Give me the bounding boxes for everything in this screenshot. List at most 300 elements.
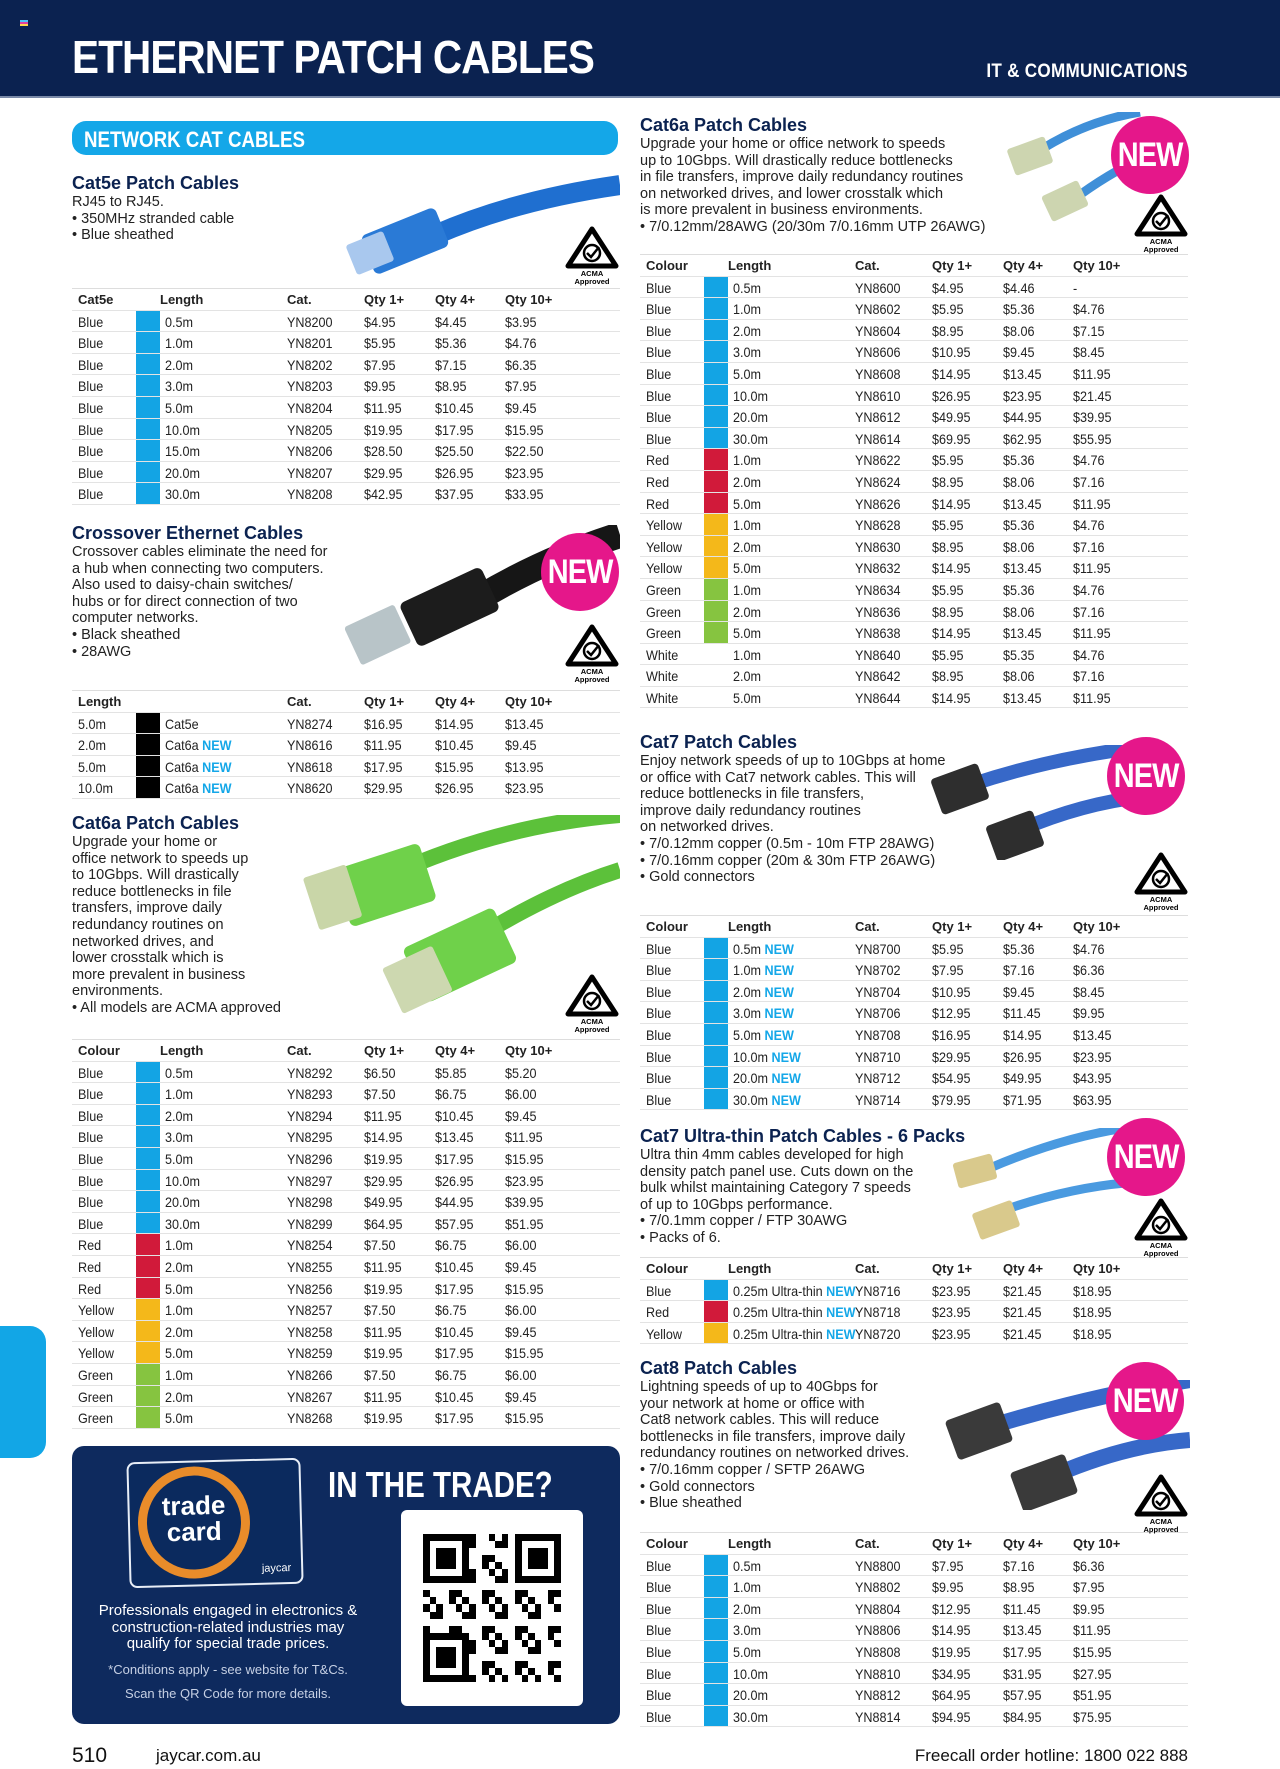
cell-price-qty4: $17.95 xyxy=(435,1345,474,1362)
colour-swatch xyxy=(136,483,160,504)
colour-swatch xyxy=(136,1083,160,1104)
cell-price-qty10: $4.76 xyxy=(505,335,537,352)
colour-swatch xyxy=(704,1576,728,1597)
cell-colour: Blue xyxy=(78,378,104,395)
cell-cat-number: YN8708 xyxy=(855,1026,901,1043)
cell-price-qty10: $15.95 xyxy=(505,421,544,438)
cell-colour: Yellow xyxy=(78,1323,114,1340)
new-tag: NEW xyxy=(764,1005,794,1022)
table-row[interactable] xyxy=(72,1105,620,1127)
table-row[interactable] xyxy=(72,1170,620,1192)
colour-swatch xyxy=(704,1641,728,1662)
table-row[interactable] xyxy=(72,1299,620,1321)
colour-swatch xyxy=(704,557,728,578)
cell-cat-number: YN8720 xyxy=(855,1325,901,1342)
cell-length: 5.0m xyxy=(733,625,762,642)
cell-price-qty1: $7.95 xyxy=(932,962,964,979)
description-line: Also used to daisy-chain switches/ xyxy=(72,577,293,594)
table-row[interactable] xyxy=(640,1024,1188,1046)
table-row[interactable] xyxy=(640,1576,1188,1598)
cell-price-qty1: $14.95 xyxy=(932,560,971,577)
cell-price-qty4: $5.36 xyxy=(1003,940,1035,957)
cell-length: 2.0m NEW xyxy=(733,983,794,1000)
cell-cat-number: YN8606 xyxy=(855,344,901,361)
cell-colour: Blue xyxy=(78,399,104,416)
cell-cat-number: YN8254 xyxy=(287,1237,333,1254)
description-line: on networked drives, and lower crosstalk which xyxy=(640,185,944,202)
description-line: transfers, improve daily xyxy=(72,900,222,917)
table-row[interactable] xyxy=(640,1067,1188,1089)
cell-colour: Red xyxy=(646,452,670,469)
table-row[interactable] xyxy=(640,687,1188,709)
description-line: • 7/0.16mm copper (20m & 30m FTP 26AWG) xyxy=(640,852,936,869)
cell-length: 0.5m xyxy=(733,279,762,296)
cell-price-qty10: $63.95 xyxy=(1073,1091,1112,1108)
table-row[interactable] xyxy=(640,622,1188,644)
product-title: Cat5e Patch Cables xyxy=(72,173,240,193)
cell-price-qty10: $4.76 xyxy=(1073,940,1105,957)
table-row[interactable] xyxy=(72,1364,620,1386)
cell-colour: Green xyxy=(646,603,682,620)
cell-length: 1.0m xyxy=(165,1237,194,1254)
table-row[interactable] xyxy=(72,1321,620,1343)
cell-cat-number: YN8810 xyxy=(855,1665,901,1682)
cell-cat-number: YN8204 xyxy=(287,399,333,416)
cell-length: 2.0m xyxy=(165,1323,194,1340)
column-header: Qty 4+ xyxy=(1003,1536,1044,1551)
section-label: IT & COMMUNICATIONS xyxy=(986,61,1188,82)
table-row[interactable] xyxy=(640,959,1188,981)
trade-card-image: trade card jaycar xyxy=(126,1458,303,1589)
cell-price-qty10: $55.95 xyxy=(1073,430,1112,447)
table-row[interactable] xyxy=(72,1386,620,1408)
description-line: improve daily redundancy routines xyxy=(640,802,861,819)
cell-cat-number: YN8292 xyxy=(287,1064,333,1081)
cell-price-qty4: $9.45 xyxy=(1003,983,1035,1000)
cell-price-qty4: $5.36 xyxy=(1003,452,1035,469)
table-row[interactable] xyxy=(640,981,1188,1003)
column-header: Qty 10+ xyxy=(1073,1261,1121,1276)
colour-swatch xyxy=(704,579,728,600)
cell-length: 10.0m xyxy=(165,421,201,438)
column-header: Colour xyxy=(646,1536,688,1551)
cell-length: 5.0m xyxy=(165,1410,194,1427)
column-header: Length xyxy=(160,1043,204,1058)
column-header: Qty 1+ xyxy=(932,1261,973,1276)
cell-colour: Yellow xyxy=(646,560,682,577)
qr-code-icon xyxy=(423,1534,561,1682)
column-header: Length xyxy=(78,694,122,709)
cell-length: 1.0m xyxy=(733,1579,762,1596)
table-row[interactable] xyxy=(72,713,620,735)
cell-price-qty10: $4.76 xyxy=(1073,301,1105,318)
cell-price-qty1: $11.95 xyxy=(364,1323,402,1340)
acma-approved-icon: ACMA Approved xyxy=(564,974,620,1030)
cell-length: 30.0m NEW xyxy=(733,1091,801,1108)
table-row[interactable] xyxy=(640,449,1188,471)
description-line: of up to 10Gbps performance. xyxy=(640,1196,833,1213)
new-tag: NEW xyxy=(771,1070,801,1087)
cell-cat-number: YN8268 xyxy=(287,1410,333,1427)
cell-price-qty1: $19.95 xyxy=(364,421,403,438)
table-row[interactable] xyxy=(640,1301,1188,1323)
cell-price-qty10: $8.45 xyxy=(1073,983,1105,1000)
description-line: density patch panel use. Cuts down on the xyxy=(640,1163,914,1180)
cell-price-qty10: $7.95 xyxy=(505,378,537,395)
column-header: Cat5e xyxy=(78,292,114,307)
description-line: or office with Cat7 network cables. This will xyxy=(640,769,916,786)
product-crossover xyxy=(72,523,328,660)
table-row[interactable] xyxy=(640,557,1188,579)
cell-price-qty4: $26.95 xyxy=(1003,1048,1042,1065)
cell-price-qty4: $5.35 xyxy=(1003,646,1035,663)
colour-swatch xyxy=(136,734,160,755)
table-row[interactable] xyxy=(72,311,620,333)
cell-price-qty4: $7.16 xyxy=(1003,962,1035,979)
cell-colour: Yellow xyxy=(78,1345,114,1362)
table-row[interactable] xyxy=(72,1234,620,1256)
cell-price-qty4: $8.06 xyxy=(1003,473,1035,490)
colour-swatch xyxy=(704,341,728,362)
cell-price-qty10: $8.45 xyxy=(1073,344,1105,361)
table-row[interactable] xyxy=(72,1148,620,1170)
table-row[interactable] xyxy=(640,320,1188,342)
colour-swatch xyxy=(704,622,728,643)
table-row[interactable] xyxy=(640,1684,1188,1706)
cell-price-qty1: $29.95 xyxy=(364,780,403,797)
cell-type: Cat5e xyxy=(165,715,199,732)
table-row[interactable] xyxy=(72,397,620,419)
table-row[interactable] xyxy=(72,419,620,441)
cell-price-qty10: $7.15 xyxy=(1073,322,1105,339)
column-header: Cat. xyxy=(287,1043,312,1058)
cell-cat-number: YN8800 xyxy=(855,1557,901,1574)
table-row[interactable] xyxy=(640,1089,1188,1111)
table-row[interactable] xyxy=(72,483,620,505)
table-row[interactable] xyxy=(640,1598,1188,1620)
product-title: Cat7 Ultra-thin Patch Cables - 6 Packs xyxy=(640,1126,966,1146)
cell-price-qty4: $6.75 xyxy=(435,1366,467,1383)
table-row[interactable] xyxy=(72,1083,620,1105)
table-row[interactable] xyxy=(640,1641,1188,1663)
column-header: Colour xyxy=(646,919,688,934)
colour-swatch xyxy=(136,777,160,798)
cell-cat-number: YN8259 xyxy=(287,1345,333,1362)
table-row[interactable] xyxy=(640,1619,1188,1641)
table-row[interactable] xyxy=(72,1213,620,1235)
cell-price-qty10: $15.95 xyxy=(505,1280,544,1297)
cell-price-qty1: $11.95 xyxy=(364,1388,402,1405)
cell-price-qty1: $10.95 xyxy=(932,344,971,361)
cell-price-qty4: $17.95 xyxy=(1003,1643,1042,1660)
colour-swatch xyxy=(704,1067,728,1088)
cell-length: 0.5m xyxy=(165,1064,194,1081)
table-row[interactable] xyxy=(72,1191,620,1213)
description-line: • All models are ACMA approved xyxy=(72,999,281,1016)
cell-cat-number: YN8258 xyxy=(287,1323,333,1340)
cell-price-qty10: $4.76 xyxy=(1073,517,1105,534)
new-tag: NEW xyxy=(202,780,232,797)
table-row[interactable] xyxy=(640,644,1188,666)
cell-length: 2.0m xyxy=(733,538,762,555)
table-row[interactable] xyxy=(72,1407,620,1429)
cell-length: 5.0m xyxy=(78,758,107,775)
cell-length: 30.0m xyxy=(165,1215,201,1232)
cell-length: 20.0m xyxy=(165,1194,201,1211)
cell-price-qty1: $11.95 xyxy=(364,1258,402,1275)
table-row[interactable] xyxy=(640,406,1188,428)
column-header: Colour xyxy=(78,1043,120,1058)
table-row[interactable] xyxy=(72,734,620,756)
cell-cat-number: YN8636 xyxy=(855,603,901,620)
qr-code[interactable] xyxy=(401,1510,583,1706)
cell-cat-number: YN8200 xyxy=(287,313,333,330)
column-header: Qty 1+ xyxy=(932,1536,973,1551)
cell-price-qty1: $14.95 xyxy=(932,625,971,642)
cell-price-qty4: $26.95 xyxy=(435,1172,474,1189)
table-row[interactable] xyxy=(640,277,1188,299)
table-row[interactable] xyxy=(640,341,1188,363)
cell-price-qty4: $37.95 xyxy=(435,486,474,503)
product-cat8 xyxy=(640,1358,909,1512)
cat7-ultrathin-price-table xyxy=(640,1257,1188,1344)
new-badge: NEW xyxy=(1106,1362,1184,1440)
cell-colour: Red xyxy=(78,1258,102,1275)
cell-price-qty4: $17.95 xyxy=(435,421,474,438)
table-row[interactable] xyxy=(72,1062,620,1084)
column-header: Length xyxy=(728,919,772,934)
cell-cat-number: YN8628 xyxy=(855,517,901,534)
colour-swatch xyxy=(136,1278,160,1299)
table-row[interactable] xyxy=(72,462,620,484)
trade-promo-box xyxy=(72,1446,620,1724)
section-side-tab[interactable] xyxy=(0,1326,46,1458)
cell-colour: Blue xyxy=(78,335,104,352)
cell-colour: Blue xyxy=(646,1600,672,1617)
colour-swatch xyxy=(704,1280,728,1301)
table-row[interactable] xyxy=(640,938,1188,960)
cell-colour: Blue xyxy=(646,983,672,1000)
cell-length: 0.25m Ultra-thin NEW xyxy=(733,1304,856,1321)
cell-price-qty10: $51.95 xyxy=(505,1215,544,1232)
cell-cat-number: YN8267 xyxy=(287,1388,333,1405)
cell-length: 2.0m xyxy=(165,356,194,373)
cell-cat-number: YN8614 xyxy=(855,430,901,447)
colour-swatch xyxy=(704,277,728,298)
cell-price-qty4: $13.45 xyxy=(1003,560,1042,577)
table-header xyxy=(640,255,1188,277)
table-row[interactable] xyxy=(72,332,620,354)
cell-cat-number: YN8814 xyxy=(855,1708,901,1725)
new-tag: NEW xyxy=(826,1325,856,1342)
table-row[interactable] xyxy=(640,1663,1188,1685)
trade-description: Professionals engaged in electronics & construction-related industries may qualify for special trade prices. xyxy=(98,1602,358,1652)
cell-price-qty4: $17.95 xyxy=(435,1150,474,1167)
colour-swatch xyxy=(704,665,728,686)
cell-price-qty10: $6.00 xyxy=(505,1366,537,1383)
cell-price-qty10: $23.95 xyxy=(1073,1048,1112,1065)
cell-cat-number: YN8632 xyxy=(855,560,901,577)
cell-length: 1.0m xyxy=(733,452,762,469)
cell-cat-number: YN8644 xyxy=(855,689,901,706)
cell-price-qty10: $15.95 xyxy=(1073,1643,1112,1660)
table-row[interactable] xyxy=(640,665,1188,687)
website-link[interactable]: jaycar.com.au xyxy=(156,1746,261,1765)
acma-approved-icon: ACMA Approved xyxy=(1133,852,1189,908)
column-header: Qty 4+ xyxy=(435,292,476,307)
cell-cat-number: YN8620 xyxy=(287,780,333,797)
description-line: • Packs of 6. xyxy=(640,1229,721,1246)
acma-approved-icon: ACMA Approved xyxy=(564,226,620,282)
new-badge: NEW xyxy=(541,533,619,611)
column-header: Qty 1+ xyxy=(364,1043,405,1058)
cell-price-qty4: $5.36 xyxy=(1003,581,1035,598)
cell-price-qty1: $5.95 xyxy=(932,646,964,663)
cell-cat-number: YN8702 xyxy=(855,962,901,979)
colour-swatch xyxy=(136,419,160,440)
product-cat7-ultrathin xyxy=(640,1126,965,1247)
table-row[interactable] xyxy=(640,601,1188,623)
table-row[interactable] xyxy=(640,298,1188,320)
cell-price-qty4: $84.95 xyxy=(1003,1708,1042,1725)
cell-price-qty10: $39.95 xyxy=(1073,409,1112,426)
cell-length: 3.0m xyxy=(733,1622,762,1639)
cell-price-qty4: $44.95 xyxy=(1003,409,1042,426)
colour-swatch xyxy=(704,1089,728,1110)
cell-price-qty1: $19.95 xyxy=(364,1280,403,1297)
colour-swatch xyxy=(704,471,728,492)
table-row[interactable] xyxy=(72,756,620,778)
table-row[interactable] xyxy=(72,440,620,462)
cell-price-qty1: $4.95 xyxy=(932,279,964,296)
cell-cat-number: YN8600 xyxy=(855,279,901,296)
cell-price-qty1: $14.95 xyxy=(932,1622,971,1639)
cell-price-qty4: $57.95 xyxy=(1003,1687,1042,1704)
cell-price-qty10: $9.45 xyxy=(505,1258,537,1275)
table-row[interactable] xyxy=(72,1342,620,1364)
table-row[interactable] xyxy=(640,1555,1188,1577)
table-row[interactable] xyxy=(72,777,620,799)
cell-cat-number: YN8608 xyxy=(855,365,901,382)
cell-price-qty10: $6.35 xyxy=(505,356,537,373)
colour-swatch xyxy=(136,354,160,375)
cell-colour: Green xyxy=(646,581,682,598)
cell-price-qty4: $8.06 xyxy=(1003,538,1035,555)
description-line: office network to speeds up xyxy=(72,850,249,867)
cell-price-qty10: $9.95 xyxy=(1073,1005,1105,1022)
table-row[interactable] xyxy=(72,1126,620,1148)
table-row[interactable] xyxy=(640,1706,1188,1728)
cell-price-qty1: $10.95 xyxy=(932,983,971,1000)
column-header: Cat. xyxy=(287,694,312,709)
column-header: Qty 4+ xyxy=(1003,919,1044,934)
column-header: Qty 4+ xyxy=(1003,1261,1044,1276)
cell-length: 20.0m NEW xyxy=(733,1070,801,1087)
cell-cat-number: YN8640 xyxy=(855,646,901,663)
colour-swatch xyxy=(136,756,160,777)
table-row[interactable] xyxy=(640,471,1188,493)
cell-price-qty10: - xyxy=(1073,279,1078,296)
cell-price-qty1: $6.50 xyxy=(364,1064,396,1081)
cell-length: 3.0m NEW xyxy=(733,1005,794,1022)
table-row[interactable] xyxy=(640,428,1188,450)
cell-length: 0.5m xyxy=(165,313,194,330)
cell-colour: Blue xyxy=(646,409,672,426)
cell-price-qty1: $29.95 xyxy=(364,1172,403,1189)
colour-swatch xyxy=(136,1299,160,1320)
colour-swatch xyxy=(704,601,728,622)
cell-length: 0.25m Ultra-thin NEW xyxy=(733,1282,856,1299)
colour-swatch xyxy=(136,1364,160,1385)
page-number: 510 xyxy=(72,1744,108,1767)
cell-colour: Yellow xyxy=(646,1325,682,1342)
page-header xyxy=(0,0,1280,98)
cell-price-qty1: $7.50 xyxy=(364,1302,396,1319)
table-row[interactable] xyxy=(640,514,1188,536)
description-line: Lightning speeds of up to 40Gbps for xyxy=(640,1379,878,1395)
cell-colour: Blue xyxy=(646,1005,672,1022)
table-row[interactable] xyxy=(640,385,1188,407)
table-row[interactable] xyxy=(72,1256,620,1278)
cell-colour: Blue xyxy=(78,486,104,503)
cell-colour: Blue xyxy=(646,1557,672,1574)
cell-length: 0.5m xyxy=(733,1557,762,1574)
print-color-swatch-icon xyxy=(20,20,28,28)
cell-price-qty10: $11.95 xyxy=(1073,365,1111,382)
cell-length: 5.0m xyxy=(78,715,107,732)
cat6a-left-price-table xyxy=(72,1039,620,1429)
description-line: up to 10Gbps. Will drastically reduce bottlenecks xyxy=(640,152,953,169)
table-row[interactable] xyxy=(72,375,620,397)
new-tag: NEW xyxy=(764,940,794,957)
table-row[interactable] xyxy=(640,493,1188,515)
table-row[interactable] xyxy=(640,1046,1188,1068)
product-description xyxy=(72,544,328,660)
cell-colour: Blue xyxy=(646,344,672,361)
cell-price-qty4: $5.36 xyxy=(1003,301,1035,318)
table-row[interactable] xyxy=(640,1280,1188,1302)
cell-colour: Blue xyxy=(646,1091,672,1108)
table-row[interactable] xyxy=(640,536,1188,558)
table-row[interactable] xyxy=(640,1323,1188,1345)
table-row[interactable] xyxy=(640,579,1188,601)
acma-approved-icon: ACMA Approved xyxy=(1133,194,1189,250)
table-row[interactable] xyxy=(72,354,620,376)
cell-price-qty4: $7.16 xyxy=(1003,1557,1035,1574)
cell-length: 5.0m xyxy=(733,689,762,706)
new-tag: NEW xyxy=(826,1304,856,1321)
cell-price-qty1: $19.95 xyxy=(364,1150,403,1167)
cell-price-qty4: $10.45 xyxy=(435,1258,474,1275)
cell-price-qty10: $9.45 xyxy=(505,1323,537,1340)
product-description xyxy=(640,1147,965,1247)
cell-price-qty4: $7.15 xyxy=(435,356,467,373)
cell-colour: Yellow xyxy=(646,517,682,534)
cell-length: 5.0m xyxy=(733,495,762,512)
cell-price-qty4: $15.95 xyxy=(435,758,474,775)
colour-swatch xyxy=(704,959,728,980)
cell-cat-number: YN8718 xyxy=(855,1304,901,1321)
description-line: • Blue sheathed xyxy=(640,1495,742,1512)
trade-scan-note: Scan the QR Code for more details. xyxy=(125,1686,331,1701)
cell-price-qty4: $21.45 xyxy=(1003,1325,1042,1342)
column-header: Qty 10+ xyxy=(505,694,553,709)
cell-price-qty10: $7.16 xyxy=(1073,538,1105,555)
table-row[interactable] xyxy=(640,363,1188,385)
table-row[interactable] xyxy=(72,1278,620,1300)
table-row[interactable] xyxy=(640,1002,1188,1024)
cell-cat-number: YN8610 xyxy=(855,387,901,404)
